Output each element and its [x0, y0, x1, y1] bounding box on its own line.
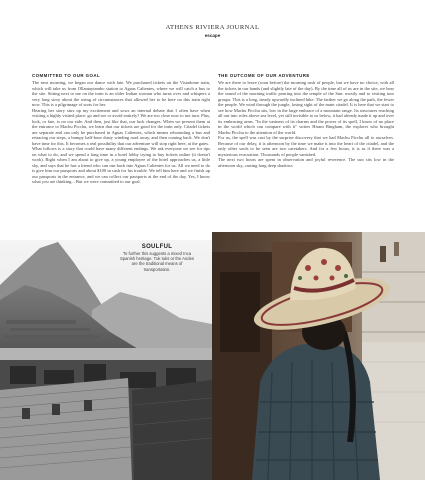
- page-header: [0, 24, 425, 39]
- left-column-heading: COMMITTED TO OUR GOAL: [32, 73, 101, 78]
- left-paragraph-2: Hearing her story stirs up my excitement and sows an internal debate that I often have when visiting a highly visited place: go and see or avoid entirely? We are too close now to not turn. Plus, luck, or fate, is on our side. And then, just like that, our luck changes. When we present them at the entrance to Machu Picchu, we learn that our tickets are good for the train only. Citadel tickets are separate and can only be purchased in Aguas Calientes, which means rebounding a bus and retracing our steps, a bumpy half-hour dusty winding road away, and then coming back. We don't have time for this. It becomes a real possibility that our adventure will stop right here, at the gates.: [32, 107, 210, 146]
- left-article-column: [32, 73, 210, 185]
- right-column-heading: THE OUTCOME OF OUR ADVENTURE: [218, 73, 310, 78]
- left-paragraph-3: What follows is a story that could have many different endings. We ask everyone we see for tips on what to do, and we spend a long time in a hotel lobby trying to buy tickets online (it doesn't work). Right when I am about to give up, a young employee of the hotel approaches us, a little shy, and says that he has a friend who can run back into Aguas Calientes for us. All we need to do is give him our passports and about $100 in cash for his trouble. We tell him here and we finish up our passports in the entrance, and we can collect our passports at the end of the day. Yes, I know what you are thinking... But we were committed to our goal.: [32, 146, 210, 184]
- right-column-body: [218, 80, 394, 168]
- right-paragraph-2: For us, the spell was cast by the surprise discovery that we had Machu Picchu all to ourselves. Because of our delay, it is afternoon by the time we make it into the heart of the citadel, and the only other souls to be seen are two caretakers. And for a few hours, it is as if there was a mysterious evacuation. Thousands of people vanished.: [218, 135, 394, 157]
- left-paragraph-1: The next morning, we began our dance with fate. We purchased tickets on the Vistadome train, which will take us from Ollantaytambo station to Aguas Calientes, where we will catch a bus to the site. Sitting next to me on the train is an older Indian woman who turns over and whispers a very long story about the string of circumstances that allowed her to be here on this train right now. This is a pilgrimage of sorts for her.: [32, 80, 210, 107]
- caption-text: To further this suggests a mixed Inca Spanish heritage. Tuk tuks or the Andes are the traditional means of transportation.: [119, 251, 195, 272]
- machu-picchu-photo: [0, 240, 212, 480]
- right-article-column: [218, 73, 394, 168]
- left-column-body: [32, 80, 210, 185]
- andean-woman-photo: [212, 232, 425, 480]
- caption-title: SOULFUL: [141, 244, 173, 250]
- section-name: escape: [204, 33, 221, 38]
- photo-caption: [118, 243, 196, 272]
- journal-title: ATHENS RIVIERA JOURNAL: [165, 24, 260, 31]
- right-paragraph-1: We are there to leave (soon before) the morning rush of people, but we have no choice, with all the tickets in our hands (and slightly late of the day). By the time all of us are in the site, we hear the sound of the morning traffic pouring into the temple of the Sun: mostly and to visiting tour groups. This is a long, steady upwardly inclined hike. The farther we go along the path, the fewer the people. We wind through the jungle, losing sight of the main citadel. It is here that we start to see how Machu Picchu sits, low in the large embrace of a mountain range. Its structures reaching all out into roles above sea level, yet still invisible to us below, it had already made it up and over its embracing arms. "In the vastness of its charms and the power of its spell, I know of no place in the world which can compare with it" writes Hiram Bingham, the explorer who brought Machu Picchu to the attention of the world.: [218, 80, 394, 135]
- right-paragraph-3: The next two hours are spent in observation and joyful reverence. The sun sits low in the afternoon sky, casting long deep shadows: [218, 157, 394, 168]
